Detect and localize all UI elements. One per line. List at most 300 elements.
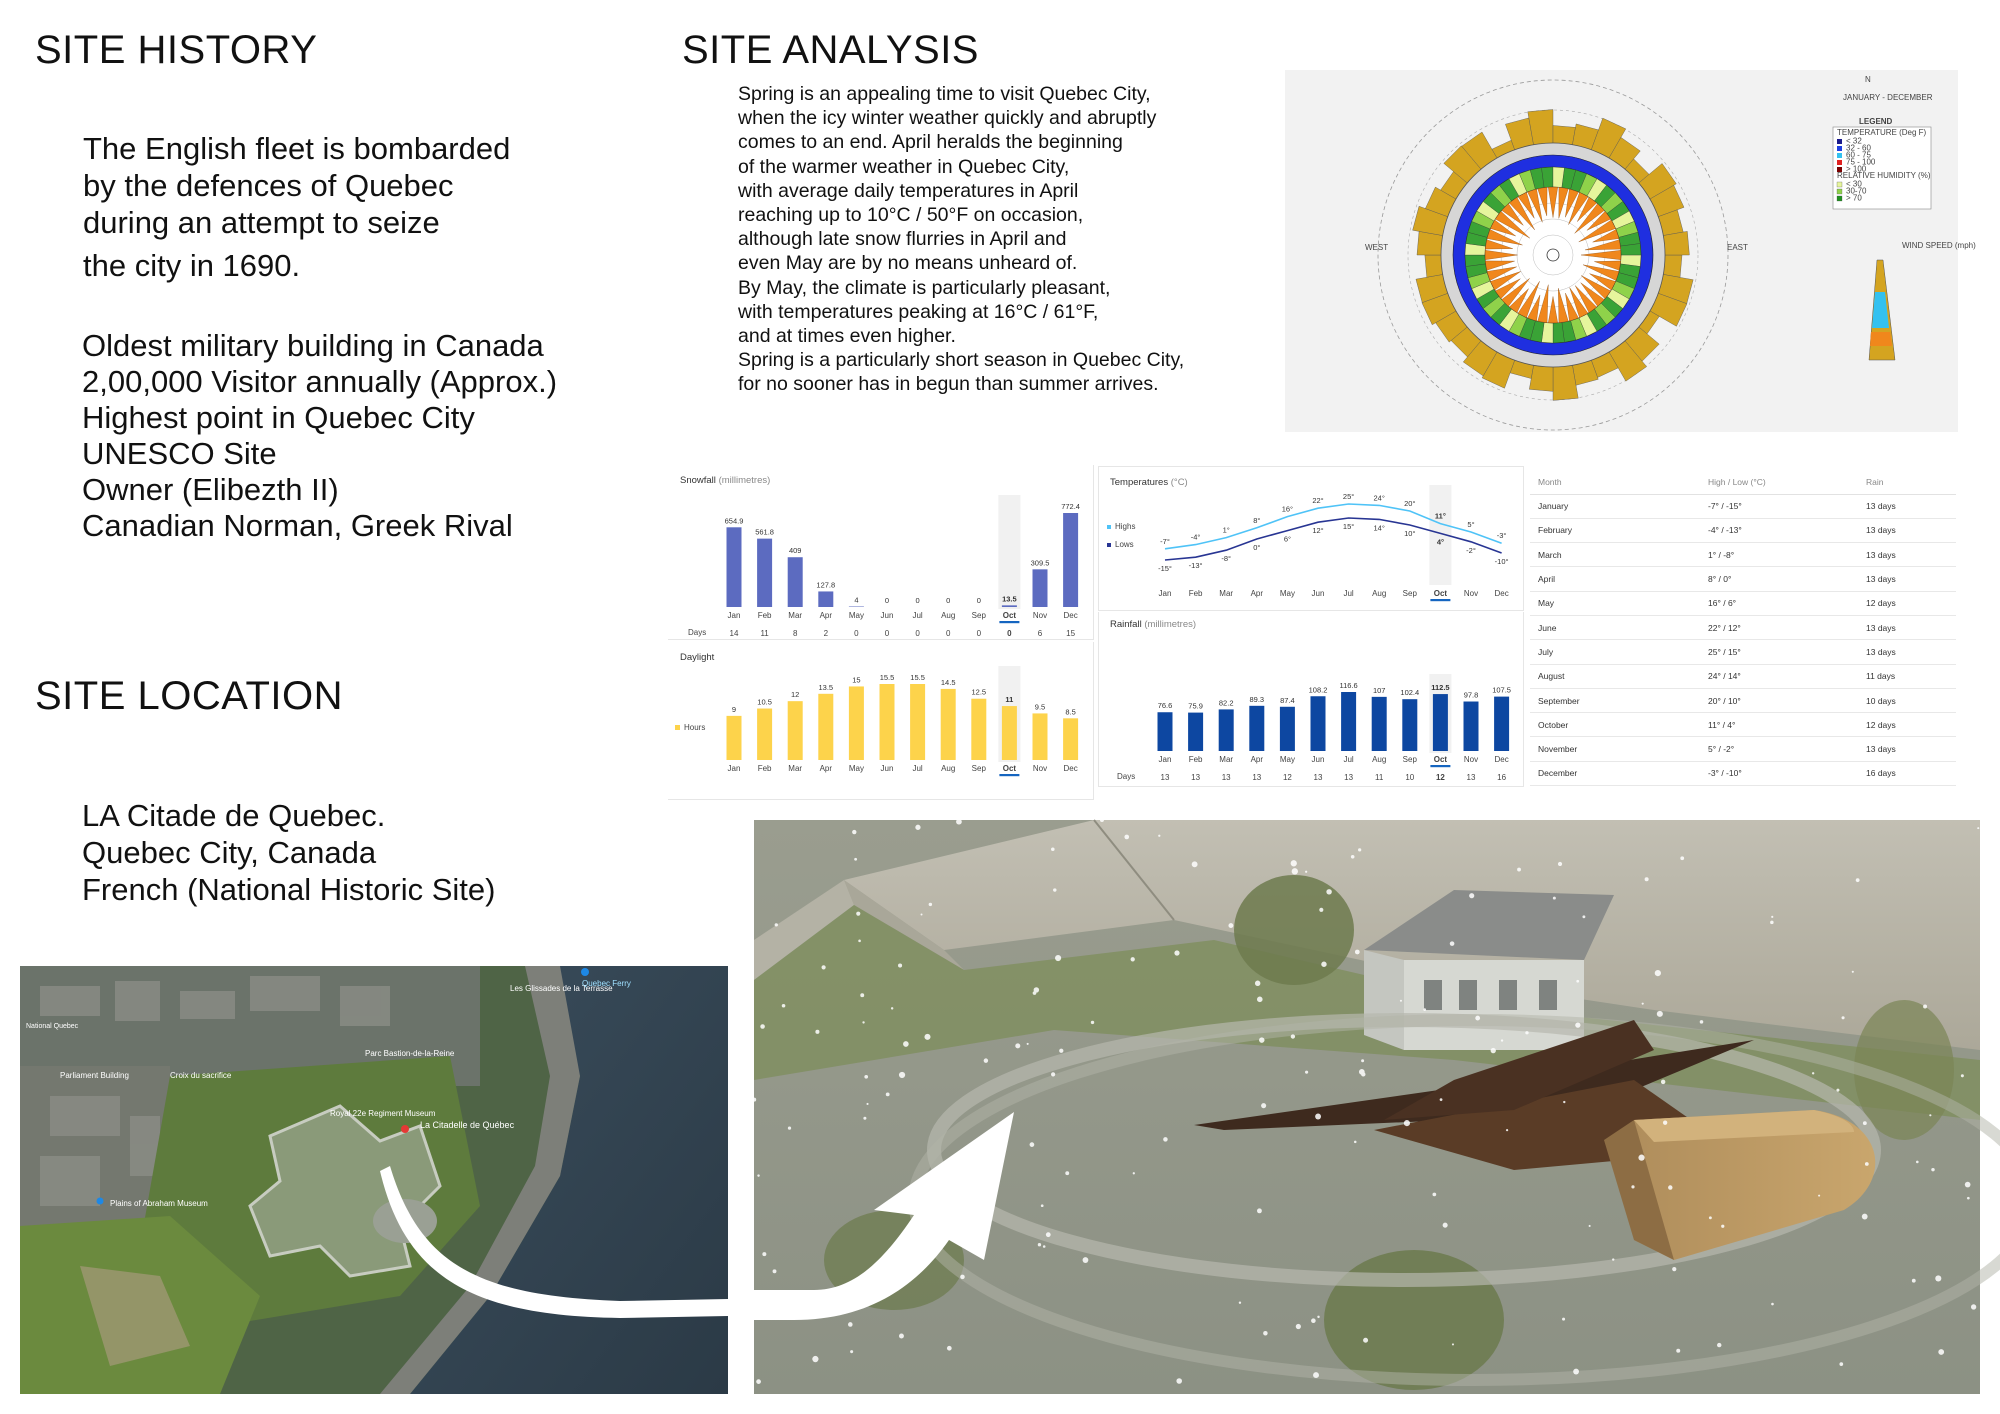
rainfall-unit: (millimetres) [1144, 619, 1197, 630]
bar-value-label: 75.9 [1188, 701, 1203, 711]
snow-particle [1491, 1048, 1496, 1053]
snow-particle [1812, 1072, 1814, 1074]
point-label: 8° [1253, 515, 1261, 525]
table-cell: 13 days [1858, 543, 1956, 567]
snow-particle [1317, 1316, 1319, 1318]
map-label: Quebec Ferry [582, 979, 631, 988]
days-value: 14 [729, 629, 739, 638]
snow-particle [1291, 1034, 1295, 1038]
snow-particle [1296, 1324, 1301, 1329]
map-label: Royal 22e Regiment Museum [330, 1109, 436, 1118]
snow-particle [1015, 1043, 1020, 1048]
table-cell: 13 days [1858, 494, 1956, 518]
snow-particle [1525, 1031, 1528, 1034]
snow-particle [1668, 1185, 1672, 1189]
days-label: Days [688, 628, 707, 637]
snow-particle [760, 1024, 765, 1029]
highlight-marker [1430, 599, 1450, 601]
days-value: 2 [823, 629, 829, 638]
snow-particle [1770, 921, 1774, 925]
snow-particle [1771, 1303, 1774, 1306]
analysis-line: with average daily temperatures in April [738, 179, 1079, 202]
bar [1033, 569, 1048, 607]
table-cell: 11° / 4° [1700, 713, 1858, 737]
snow-particle [756, 1379, 761, 1384]
snow-particle [1055, 955, 1061, 961]
snow-particle [1575, 1022, 1580, 1027]
bar [1002, 706, 1017, 760]
snow-particle [860, 993, 864, 997]
bar-value-label: 9 [731, 704, 737, 714]
bar-value-label: 0 [946, 596, 951, 605]
location-line: Quebec City, Canada [82, 835, 377, 870]
bar [1280, 707, 1295, 751]
point-label: 1° [1222, 525, 1230, 535]
rainfall-title [1110, 619, 1196, 630]
snowfall-title [680, 475, 770, 486]
snow-particle [1475, 1016, 1480, 1021]
snow-particle [1663, 1121, 1667, 1125]
snow-particle [1176, 1378, 1182, 1384]
snow-particle [1771, 916, 1773, 918]
bar [1158, 712, 1173, 751]
snow-particle [1818, 1195, 1820, 1197]
x-tick-label: May [848, 611, 864, 620]
legend-swatch [1837, 160, 1842, 165]
snow-particle [1717, 1343, 1721, 1347]
bar-value-label: 15.5 [910, 673, 925, 682]
temperature-chart-panel [1098, 466, 1524, 611]
snow-particle [848, 1322, 853, 1327]
snow-particle [1404, 1120, 1410, 1126]
x-tick-label: Nov [1463, 589, 1479, 598]
x-tick-label: May [1279, 589, 1295, 598]
snow-particle [1961, 1074, 1964, 1077]
days-value: 0 [884, 629, 890, 638]
x-tick-label: Jan [727, 611, 741, 620]
table-cell: August [1530, 664, 1700, 688]
x-tick-label: Sep [971, 764, 986, 773]
x-tick-label: Feb [757, 764, 772, 773]
map-label: Parliament Building [60, 1071, 129, 1080]
bar-value-label: 409 [788, 546, 802, 556]
snow-particle [924, 1034, 930, 1040]
highlight-marker [1430, 765, 1450, 767]
snow-particle [1358, 848, 1361, 851]
snow-particle [1452, 1343, 1454, 1345]
bar-value-label: 108.2 [1308, 685, 1328, 695]
table-row [1530, 640, 1956, 664]
point-label: 5° [1467, 520, 1475, 529]
days-value: 13 [1466, 773, 1476, 782]
bar-value-label: 107.5 [1492, 685, 1511, 695]
table-cell: 10 days [1858, 688, 1956, 712]
snow-particle [850, 1350, 853, 1353]
days-value: 11 [760, 629, 769, 638]
bar-value-label: 13.5 [1002, 594, 1017, 604]
legend-label: 60 - 75 [1846, 150, 1871, 160]
snow-particle [1582, 915, 1585, 918]
table-cell: May [1530, 591, 1700, 615]
legend-swatch [1837, 139, 1842, 144]
snow-particle [1839, 1362, 1843, 1366]
table-cell: 12 days [1858, 713, 1956, 737]
legend-label: < 30 [1846, 179, 1862, 189]
table-row [1530, 567, 1956, 591]
snow-particle [1158, 835, 1160, 837]
table-cell: 13 days [1858, 640, 1956, 664]
legend-label: > 100 [1846, 164, 1867, 174]
humidity-legend-title: RELATIVE HUMIDITY (%) [1837, 171, 1931, 180]
table-cell: 1° / -8° [1700, 543, 1858, 567]
bar-value-label: 654.9 [724, 516, 744, 526]
analysis-line: with temperatures peaking at 16°C / 61°F, [738, 300, 1099, 323]
analysis-line: comes to an end. April heralds the beginning [738, 131, 1123, 154]
design-render-image [754, 820, 1980, 1394]
x-tick-label: Oct [1433, 755, 1448, 764]
snowfall-unit: (millimetres) [718, 475, 771, 486]
point-label: -2° [1466, 545, 1476, 555]
bar [971, 699, 986, 760]
bar-value-label: 102.4 [1400, 688, 1420, 698]
legend-swatch [1837, 146, 1842, 151]
temp-legend-title: TEMPERATURE (Deg F) [1837, 128, 1927, 137]
snow-particle [1852, 971, 1854, 973]
bar-value-label: 15 [852, 675, 861, 685]
days-value: 12 [1435, 773, 1445, 782]
bar [727, 527, 742, 607]
snow-particle [1291, 860, 1297, 866]
map-label: National Quebec [26, 1023, 79, 1030]
snow-particle [1100, 818, 1104, 822]
table-cell: -7° / -15° [1700, 494, 1858, 518]
bar [818, 694, 833, 760]
snow-particle [773, 1269, 777, 1273]
bar [1464, 702, 1479, 751]
snow-particle [947, 1346, 952, 1351]
snow-particle [1645, 877, 1649, 881]
daylight-chart [668, 642, 1094, 800]
aerial-map-image [20, 966, 728, 1394]
map-label: La Citadelle de Québec [420, 1120, 515, 1130]
map-label: Croix du sacrifice [170, 1071, 232, 1080]
bar-value-label: 11 [1005, 695, 1014, 705]
snow-particle [1612, 1258, 1614, 1260]
bar [1249, 706, 1264, 751]
snow-particle [1938, 1349, 1944, 1355]
snow-particle [1836, 1089, 1839, 1092]
bar-value-label: 82.2 [1218, 698, 1234, 708]
table-cell: January [1530, 494, 1700, 518]
snow-particle [1311, 1318, 1316, 1323]
point-label: -4° [1190, 532, 1201, 542]
legend-label: 30-70 [1846, 186, 1867, 196]
x-tick-label: Feb [1188, 755, 1203, 764]
bar [818, 591, 833, 607]
table-row [1530, 761, 1956, 785]
bar [788, 557, 803, 607]
snow-particle [1354, 1141, 1357, 1144]
snow-particle [1305, 1071, 1308, 1074]
range-label: JANUARY - DECEMBER [1843, 93, 1933, 102]
snow-particle [852, 830, 856, 834]
snow-particle [1842, 1016, 1845, 1019]
snow-particle [1305, 871, 1307, 873]
x-tick-label: Sep [1402, 589, 1417, 598]
snow-particle [1558, 862, 1562, 866]
snow-particle [1315, 1114, 1321, 1120]
snow-particle [1292, 868, 1298, 874]
snow-particle [1065, 1171, 1069, 1175]
point-label: 10° [1404, 529, 1416, 538]
snow-particle [1923, 1005, 1927, 1009]
snow-particle [1856, 878, 1860, 882]
snow-particle [1443, 1223, 1448, 1228]
snow-particle [1059, 1049, 1063, 1053]
x-tick-label: Sep [1402, 755, 1417, 764]
x-tick-label: Jun [1311, 589, 1325, 598]
table-row [1530, 591, 1956, 615]
legend-label: 75 - 100 [1846, 157, 1876, 167]
snow-particle [1255, 981, 1260, 986]
history-line: The English fleet is bombarded [83, 131, 511, 166]
table-cell: 13 days [1858, 737, 1956, 761]
x-tick-label: Dec [1063, 764, 1078, 773]
legend-swatch [675, 725, 680, 730]
legend-label: > 70 [1846, 193, 1862, 203]
table-cell: -3° / -10° [1700, 761, 1858, 785]
point-label: -3° [1496, 531, 1507, 541]
x-tick-label: Jul [1343, 755, 1354, 764]
snow-particle [1192, 861, 1198, 867]
snow-particle [1576, 980, 1579, 983]
bar [1063, 718, 1078, 760]
rainfall-chart [1099, 612, 1525, 787]
x-tick-label: May [848, 764, 864, 773]
bar-value-label: 107 [1372, 685, 1386, 695]
x-tick-label: Aug [941, 764, 956, 773]
snow-particle [1862, 1214, 1868, 1220]
days-value: 15 [1066, 629, 1076, 638]
x-tick-label: Nov [1032, 611, 1048, 620]
bar-value-label: 4 [854, 595, 859, 605]
snow-particle [1091, 1021, 1094, 1024]
wind-bar [1425, 255, 1443, 277]
table-cell: March [1530, 543, 1700, 567]
x-tick-label: May [1279, 755, 1295, 764]
bar [1002, 605, 1017, 607]
snow-particle [1642, 1003, 1644, 1005]
table-cell: December [1530, 761, 1700, 785]
snow-particle [1133, 1172, 1135, 1174]
snow-particle [1562, 1318, 1565, 1321]
x-tick-label: Mar [1219, 589, 1234, 598]
snow-particle [1326, 889, 1331, 894]
fact-item: UNESCO Site [82, 436, 277, 471]
site-facts-list [82, 328, 557, 544]
snow-particle [1709, 1216, 1712, 1219]
bar [880, 684, 895, 760]
x-tick-label: Dec [1063, 611, 1078, 620]
wheel-legend [1833, 117, 1976, 360]
snow-particle [1863, 1121, 1867, 1125]
table-cell: 25° / 15° [1700, 640, 1858, 664]
x-tick-label: Mar [788, 764, 803, 773]
snow-particle [788, 1127, 791, 1130]
snow-particle [1553, 897, 1556, 900]
wind-bar [1553, 125, 1575, 144]
analysis-line: for no sooner has in begun than summer arrives. [738, 373, 1159, 396]
legend-swatch [1107, 543, 1111, 547]
days-value: 8 [792, 629, 798, 638]
snow-particle [1046, 1232, 1051, 1237]
snow-particle [1657, 1011, 1663, 1017]
x-tick-label: Jan [727, 764, 741, 773]
legend-label: < 32 [1846, 136, 1862, 146]
snowfall-chart-panel [668, 465, 1094, 640]
analysis-line: when the icy winter weather quickly and abruptly [738, 107, 1157, 130]
x-tick-label: Dec [1494, 589, 1509, 598]
days-value: 13 [1221, 773, 1231, 782]
x-tick-label: Feb [1188, 589, 1203, 598]
highlight-marker [999, 621, 1019, 623]
bar-value-label: 127.8 [816, 580, 836, 590]
snow-particle [782, 1004, 786, 1008]
x-tick-label: Apr [819, 764, 833, 773]
days-value: 0 [854, 629, 859, 638]
bar-value-label: 12 [791, 690, 800, 700]
point-label: 25° [1342, 492, 1355, 501]
site-aerial-map [20, 966, 728, 1394]
location-pin-icon [401, 1125, 409, 1133]
point-label: -13° [1188, 561, 1203, 571]
bar [1372, 697, 1387, 751]
x-tick-label: Apr [1250, 755, 1264, 764]
snow-particle [899, 1334, 904, 1339]
x-tick-label: Nov [1463, 755, 1479, 764]
days-value: 0 [976, 629, 982, 638]
snow-particle [1912, 1279, 1916, 1283]
snow-particle [762, 1252, 766, 1256]
point-label: 6° [1283, 534, 1291, 544]
table-cell: 16° / 6° [1700, 591, 1858, 615]
bar-value-label: 12.5 [971, 687, 987, 697]
analysis-line: Spring is a particularly short season in Quebec City, [738, 349, 1185, 372]
snow-particle [1263, 1331, 1268, 1336]
table-cell: 20° / 10° [1700, 688, 1858, 712]
snow-particle [1163, 1137, 1167, 1141]
climate-table [1530, 470, 1956, 786]
snow-particle [1931, 1168, 1934, 1171]
days-value: 6 [1037, 629, 1043, 638]
snow-particle [1967, 1197, 1970, 1200]
bar-value-label: 772.4 [1061, 502, 1080, 511]
bar [1402, 699, 1417, 751]
snow-particle [1563, 1101, 1565, 1103]
bar [757, 539, 772, 607]
fact-item: Oldest military building in Canada [82, 328, 544, 363]
bar [910, 684, 925, 760]
point-label: 0° [1253, 543, 1261, 552]
x-tick-label: Jun [1311, 755, 1325, 764]
bar [1063, 513, 1078, 607]
table-header-row [1530, 470, 1956, 494]
table-cell: November [1530, 737, 1700, 761]
rainfall-title-text: Rainfall [1110, 619, 1142, 630]
fact-item: 2,00,000 Visitor annually (Approx.) [82, 364, 558, 399]
table-cell: July [1530, 640, 1700, 664]
snow-particle [1033, 991, 1037, 995]
snow-particle [886, 1092, 890, 1096]
days-label: Days [1117, 772, 1136, 781]
point-label: 4° [1436, 537, 1444, 547]
bar-value-label: 89.3 [1249, 694, 1265, 704]
bar [849, 686, 864, 760]
x-tick-label: Sep [971, 611, 986, 620]
x-tick-label: Jan [1158, 755, 1172, 764]
snow-particle [1501, 1039, 1503, 1041]
site-location-text [82, 797, 495, 908]
snow-particle [1030, 1142, 1035, 1147]
snow-particle [1400, 1000, 1402, 1002]
days-value: 12 [1282, 773, 1292, 782]
x-tick-label: Jun [880, 611, 894, 620]
snow-particle [854, 858, 857, 861]
daylight-title: Daylight [680, 652, 715, 663]
snow-particle [1051, 1072, 1055, 1076]
legend-swatch [1837, 153, 1842, 158]
snowfall-title-text: Snowfall [680, 475, 716, 486]
table-cell: 12 days [1858, 591, 1956, 615]
highlight-marker [999, 774, 1019, 776]
snow-particle [1680, 856, 1684, 860]
snow-particle [822, 965, 826, 969]
x-tick-label: Aug [1372, 589, 1387, 598]
fact-item: Highest point in Quebec City [82, 400, 475, 435]
snow-particle [1423, 1008, 1426, 1011]
snow-particle [1355, 950, 1360, 955]
table-cell: April [1530, 567, 1700, 591]
bar-value-label: 97.8 [1463, 690, 1479, 700]
map-label: Parc Bastion-de-la-Reine [365, 1049, 455, 1058]
snow-particle [1361, 1072, 1365, 1076]
table-row [1530, 543, 1956, 567]
x-tick-label: Apr [1250, 589, 1264, 598]
temperature-title-text: Temperatures [1110, 477, 1169, 488]
analysis-line: and at times even higher. [738, 325, 956, 348]
snow-particle [1351, 855, 1355, 859]
location-line: LA Citade de Quebec. [82, 798, 386, 833]
table-cell: -4° / -13° [1700, 518, 1858, 542]
x-tick-label: Aug [941, 611, 956, 620]
history-line: during an attempt to seize [83, 205, 440, 240]
days-value: 0 [945, 629, 951, 638]
bar-value-label: 8.5 [1065, 707, 1076, 717]
point-label: 24° [1373, 493, 1385, 503]
climate-wheel-diagram [1285, 70, 1976, 432]
design-render [754, 820, 1980, 1394]
snow-particle [929, 903, 932, 906]
table-cell: 13 days [1858, 615, 1956, 639]
legend-swatch [1107, 525, 1111, 529]
wind-bar [1663, 231, 1689, 255]
analysis-line: Spring is an appealing time to visit Quebec City, [738, 83, 1151, 105]
table-cell: 5° / -2° [1700, 737, 1858, 761]
table-row [1530, 664, 1956, 688]
fact-item: Owner (Elibezth II) [82, 472, 339, 507]
bar [757, 709, 772, 760]
snow-particle [1319, 908, 1323, 912]
